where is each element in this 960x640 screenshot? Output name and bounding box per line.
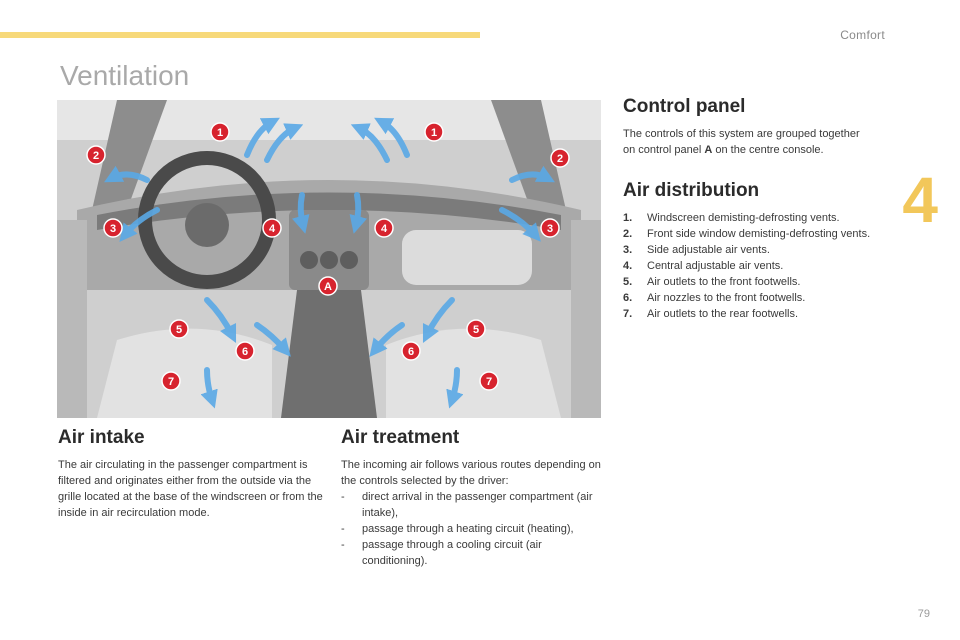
air-intake-heading: Air intake (58, 427, 145, 448)
list-item: 5. Air outlets to the front footwells. (623, 276, 801, 288)
svg-text:4: 4 (380, 223, 388, 235)
list-item: 6. Air nozzles to the front footwells. (623, 292, 806, 304)
air-treatment-intro: The incoming air follows various routes depending on the controls selected by the driver: (341, 459, 601, 487)
svg-text:5: 5 (175, 324, 183, 336)
list-item: 4. Central adjustable air vents. (623, 260, 784, 272)
dashboard-illustration (57, 100, 601, 418)
list-item: 2. Front side window demisting-defrosting vents. (623, 228, 871, 240)
control-panel-heading: Control panel (623, 96, 746, 117)
page-title: Ventilation (60, 60, 190, 91)
callout-7-left (162, 372, 180, 390)
callout-2-right (551, 149, 569, 167)
air-treatment-list (341, 489, 606, 569)
list-item: - passage through a cooling circuit (air conditioning). (341, 539, 542, 567)
svg-text:A: A (324, 281, 332, 293)
control-panel-label: A (704, 144, 713, 156)
svg-text:6: 6 (241, 346, 249, 358)
callout-2-left (87, 146, 105, 164)
chapter-number: 4 (902, 164, 938, 236)
callout-7-right (480, 372, 498, 390)
callout-6-right (402, 342, 420, 360)
callout-5-right (467, 320, 485, 338)
list-item: 1. Windscreen demisting-defrosting vents. (623, 212, 840, 224)
air-intake-section (58, 427, 323, 521)
svg-text:6: 6 (407, 346, 415, 358)
svg-text:7: 7 (167, 376, 175, 388)
svg-text:4: 4 (268, 223, 276, 235)
callout-3-left (104, 219, 122, 237)
svg-text:1: 1 (216, 127, 224, 139)
svg-text:3: 3 (109, 223, 117, 235)
accent-bar (0, 32, 480, 38)
list-item: - passage through a heating circuit (heating), (341, 523, 574, 535)
callout-4-left (263, 219, 281, 237)
air-treatment-section (341, 427, 606, 569)
list-item: 3. Side adjustable air vents. (623, 244, 770, 256)
list-item: 7. Air outlets to the rear footwells. (623, 308, 799, 320)
callout-6-left (236, 342, 254, 360)
callout-5-left (170, 320, 188, 338)
callout-1-left (211, 123, 229, 141)
svg-text:2: 2 (556, 153, 564, 165)
section-name: Comfort (840, 28, 885, 42)
air-distribution-list (623, 210, 873, 322)
svg-text:1: 1 (430, 127, 438, 139)
svg-text:5: 5 (472, 324, 480, 336)
right-column (623, 96, 873, 322)
air-distribution-heading: Air distribution (623, 180, 760, 201)
list-item: - direct arrival in the passenger compartment (air intake), (341, 491, 593, 519)
svg-text:2: 2 (92, 150, 100, 162)
air-intake-text: The air circulating in the passenger compartment is filtered and originates either from the outside via the grille located at the base of the windscreen or from the inside in air recirculation mode. (58, 459, 323, 519)
page-number: 79 (917, 608, 930, 620)
svg-text:3: 3 (546, 223, 554, 235)
callout-A (319, 277, 337, 295)
callout-4-right (375, 219, 393, 237)
callout-3-right (541, 219, 559, 237)
svg-text:7: 7 (485, 376, 493, 388)
control-panel-text: The controls of this system are grouped together on control panel A on the centre console. (623, 128, 860, 156)
callout-1-right (425, 123, 443, 141)
air-treatment-heading: Air treatment (341, 427, 460, 448)
